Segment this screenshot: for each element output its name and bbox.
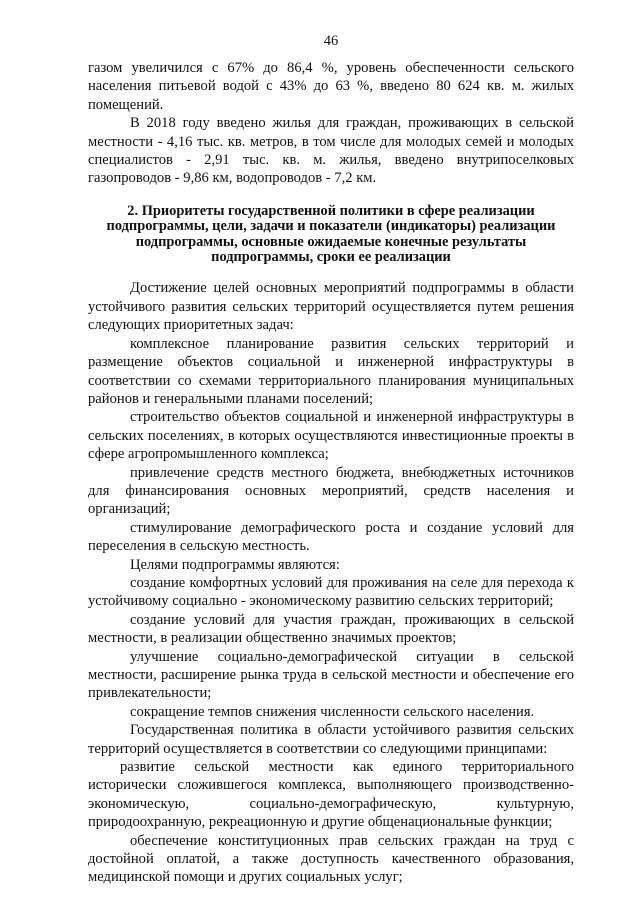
- page-number: 46: [323, 33, 339, 49]
- task-list-item: стимулирование демографического роста и создание условий для переселения в сельскую местность.: [88, 519, 574, 555]
- goal-list-item: улучшение социально-демографической ситуации в сельской местности, расширение рынка труда в сельской местности и обеспечение его привлекательности;: [88, 648, 574, 702]
- goal-list-item: создание комфортных условий для проживания на селе для перехода к устойчивому социально - экономическому развитию сельских территорий;: [88, 574, 574, 610]
- document-page: [88, 32, 574, 887]
- intro-paragraph: газом увеличился с 67% до 86,4 %, уровень обеспеченности сельского населения питьевой водой с 43% до 63 %, введено 80 624 кв. м. жилых помещений.: [88, 60, 574, 113]
- principle-list-item: обеспечение конституционных прав сельских граждан на труд с достойной оплатой, а также доступность качественного образования, медицинской помощи и других социальных услуг;: [88, 832, 574, 886]
- task-list-item: комплексное планирование развития сельских территорий и размещение объектов социальной и инженерной инфраструктуры в соответствии со схемами территориального планирования муниципальных районов и генеральными планами поселений;: [88, 335, 574, 407]
- principle-list-item: развитие сельской местности как единого территориального исторически сложившегося комплекса, выполняющего производственно-экономическую, социально-демографическую, культурную, природоохранную, рекреационную и другие общенациональные функции;: [88, 759, 574, 831]
- goal-list-item: сокращение темпов снижения численности сельского населения.: [130, 703, 535, 720]
- body-paragraph: Государственная политика в области устойчивого развития сельских территорий осуществляется в соответствии со следующими принципами:: [88, 722, 574, 757]
- section-title-line: подпрограммы, основные ожидаемые конечные результаты: [135, 233, 527, 250]
- section-title: [88, 204, 574, 266]
- body-paragraph: Целями подпрограммы являются:: [130, 556, 340, 573]
- body-paragraph: Достижение целей основных мероприятий подпрограммы в области устойчивого развития сельских территорий осуществляется путем решения следующих приоритетных задач:: [88, 280, 574, 334]
- goal-list-item: создание условий для участия граждан, проживающих в сельской местности, в реализации общественно значимых проектов;: [88, 611, 574, 647]
- intro-paragraph: В 2018 году введено жилья для граждан, проживающих в сельской местности - 4,16 тыс. кв. метров, в том числе для молодых семей и молодых специалистов - 2,91 тыс. кв. м. жилья, введено внутрипоселковых газопроводов - 9,86 км, водопроводов - 7,2 км.: [88, 115, 574, 187]
- task-list-item: привлечение средств местного бюджета, внебюджетных источников для финансирования основных мероприятий, средств населения и организаций;: [88, 464, 574, 518]
- section-title-line: подпрограммы, цели, задачи и показатели (индикаторы) реализации: [106, 218, 556, 235]
- section-title-line: подпрограммы, сроки ее реализации: [211, 249, 451, 266]
- task-list-item: строительство объектов социальной и инженерной инфраструктуры в сельских поселениях, в которых осуществляются инвестиционные проекты в сфере агропромышленного комплекса;: [88, 409, 574, 463]
- section-title-line: 2. Приоритеты государственной политики в сфере реализации: [127, 202, 535, 219]
